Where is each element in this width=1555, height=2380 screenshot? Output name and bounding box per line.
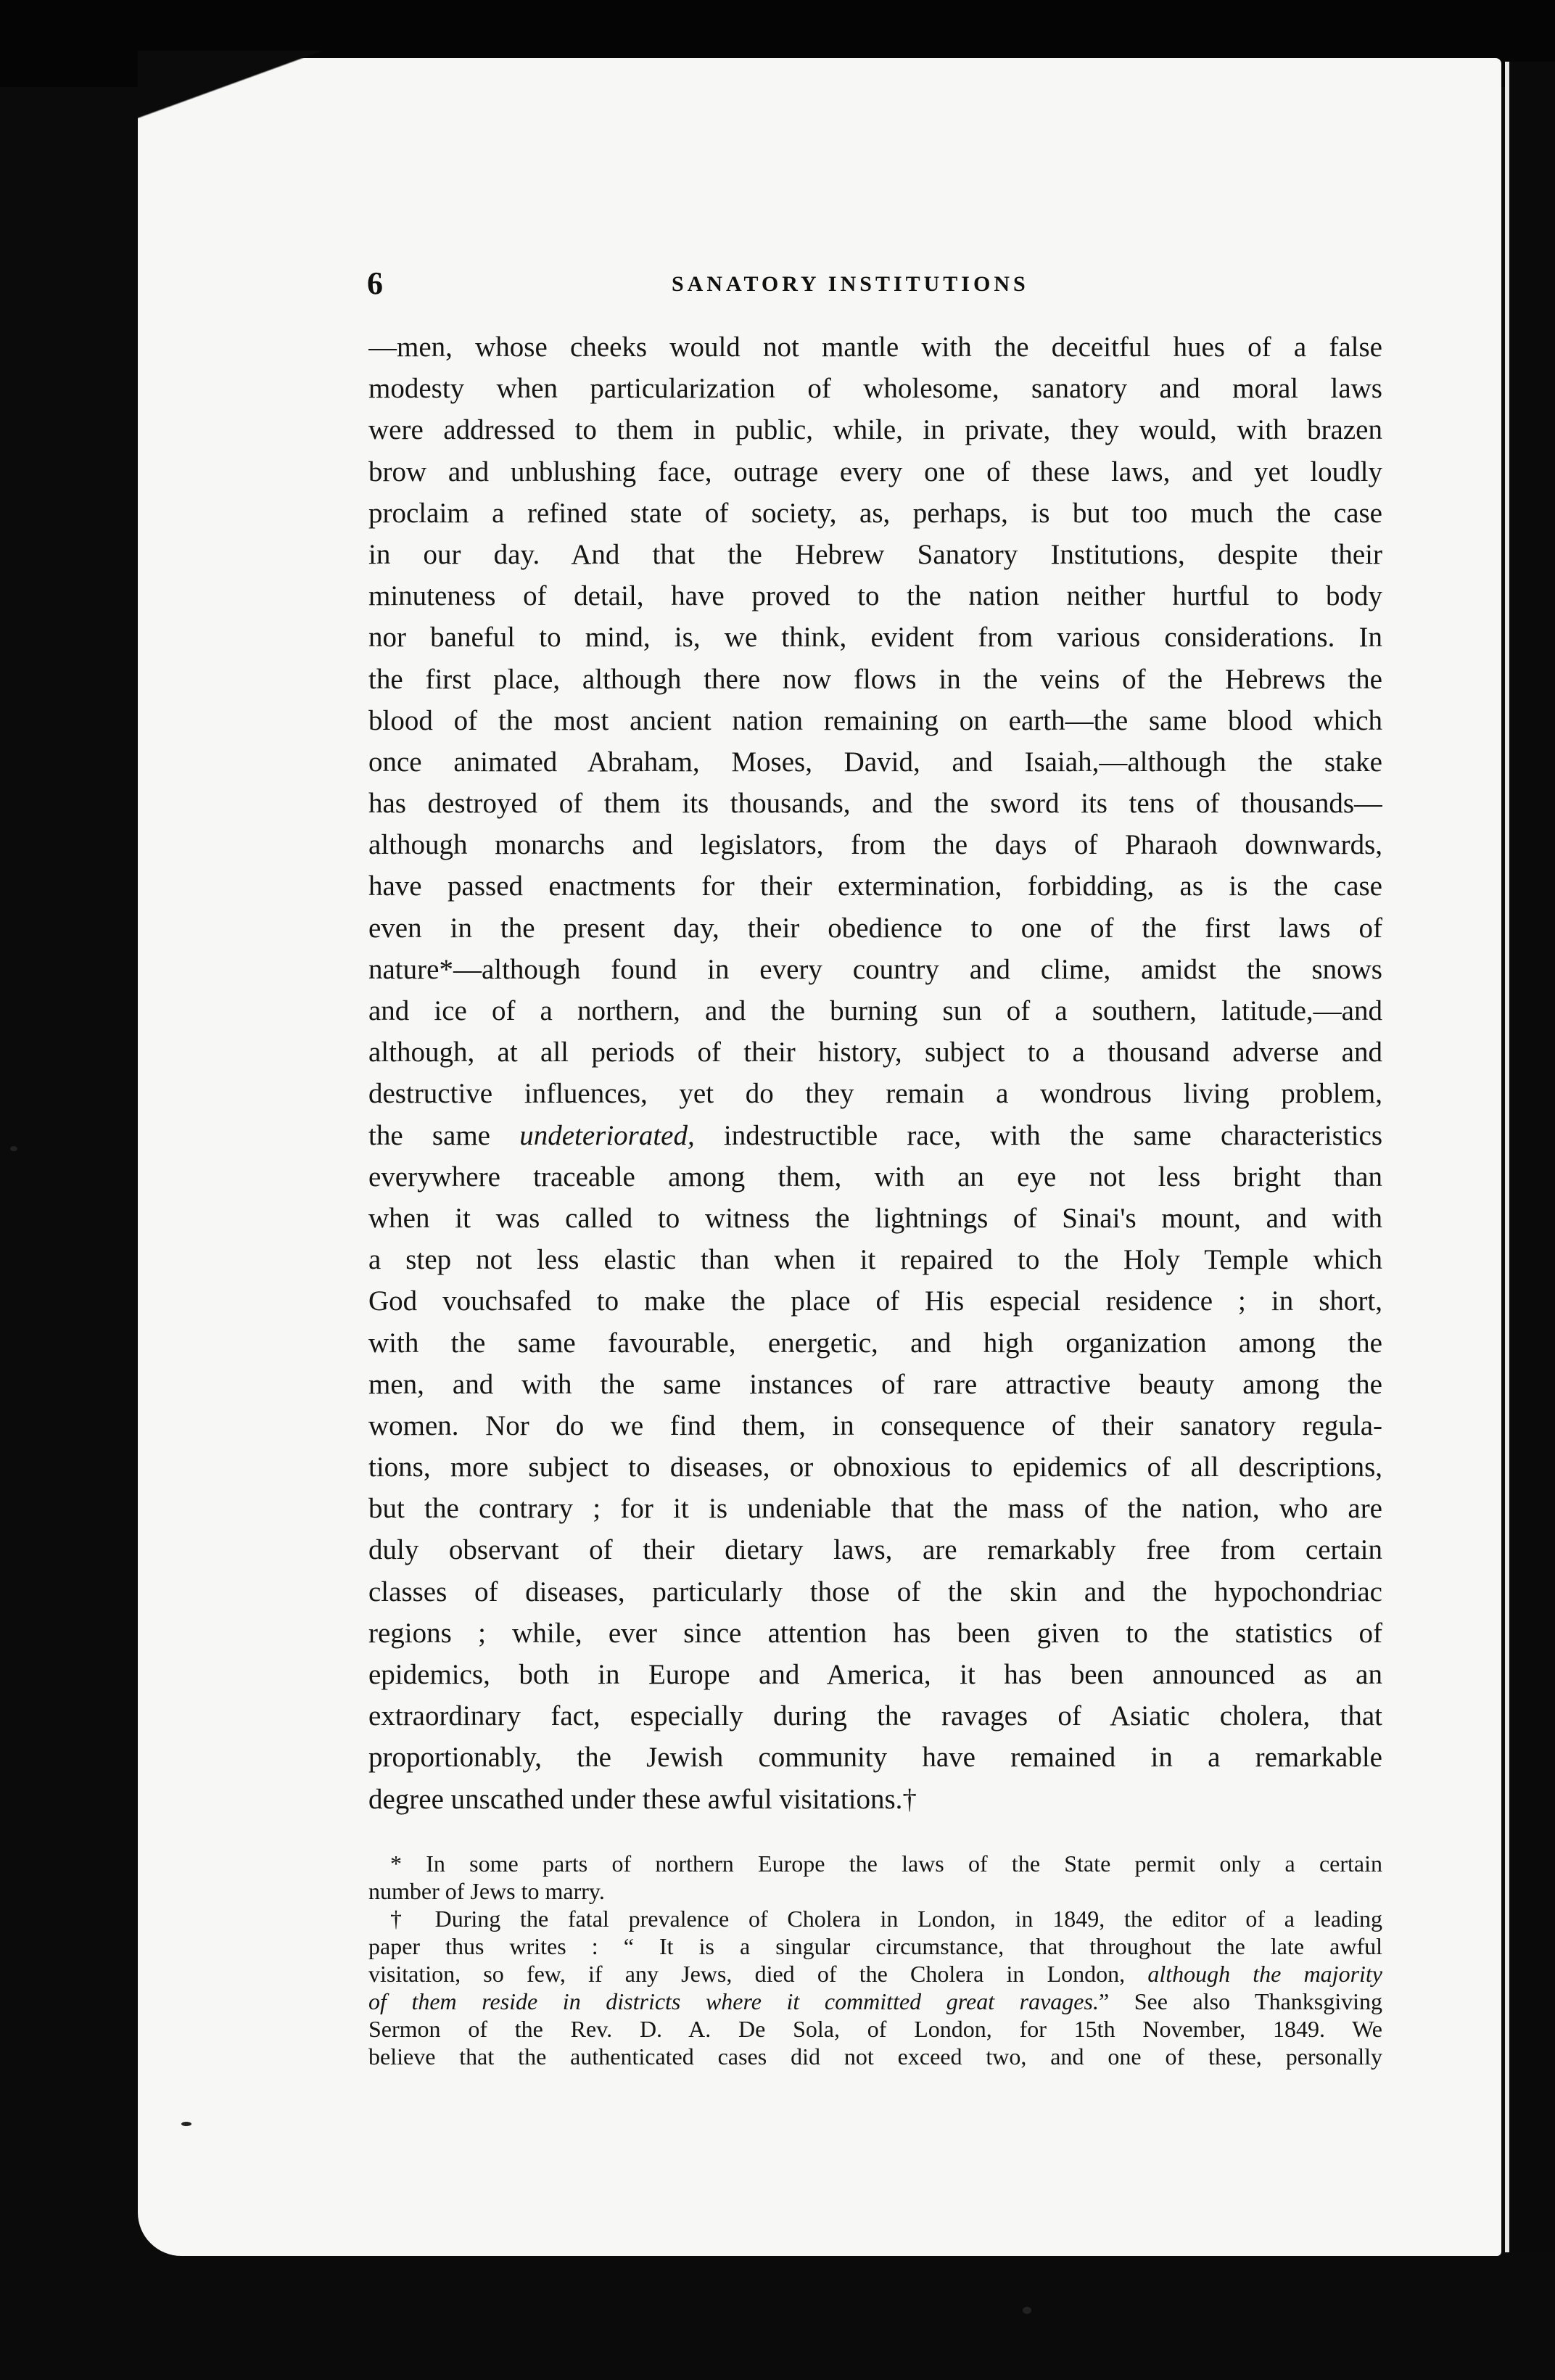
text-line: in our day. And that the Hebrew Sanatory Institutions, despite their xyxy=(368,538,1382,570)
dust-speck xyxy=(181,2122,191,2126)
footnote-line: believe that the authenticated cases did not exceed two, and one of these, personally xyxy=(368,2043,1382,2070)
footnote-line: * In some parts of northern Europe the laws of the State permit only a certain xyxy=(390,1850,1382,1877)
text-line: proportionably, the Jewish community have remained in a remarkable xyxy=(368,1742,1382,1774)
running-head: SANATORY INSTITUTIONS xyxy=(672,272,1029,296)
text-line: modesty when particularization of wholesome, sanatory and moral laws xyxy=(368,373,1382,405)
text-line: with the same favourable, energetic, and high organization among the xyxy=(368,1327,1382,1359)
text-segment: visitation, so few, if any Jews, died of the Cholera in London, xyxy=(368,1961,1126,1987)
text-line: regions ; while, ever since attention has been given to the statistics of xyxy=(368,1617,1382,1649)
text-line: nor baneful to mind, is, we think, evident from various considerations. In xyxy=(368,622,1382,654)
body-text xyxy=(368,326,1382,1820)
text-line: men, and with the same instances of rare attractive beauty among the xyxy=(368,1368,1382,1400)
text-line: everywhere traceable among them, with an eye not less bright than xyxy=(368,1161,1382,1193)
text-segment: indestructible race, with the same characteristics xyxy=(694,1119,1382,1151)
text-line: tions, more subject to diseases, or obnoxious to epidemics of all descriptions, xyxy=(368,1452,1382,1483)
footnotes xyxy=(368,1850,1382,2070)
footnote-line: † During the fatal prevalence of Cholera in London, in 1849, the editor of a leading xyxy=(390,1906,1382,1932)
text-line: were addressed to them in public, while, in private, they would, with brazen xyxy=(368,414,1382,446)
text-line: although, at all periods of their history, subject to a thousand adverse and xyxy=(368,1037,1382,1068)
text-line: even in the present day, their obedience to one of the first laws of xyxy=(368,912,1382,944)
text-line: extraordinary fact, especially during the ravages of Asiatic cholera, that xyxy=(368,1700,1382,1732)
page-number: 6 xyxy=(367,265,383,301)
adjacent-page-edge xyxy=(1505,62,1555,2252)
text-line: once animated Abraham, Moses, David, and Isaiah,—although the stake xyxy=(368,746,1382,778)
text-line: proclaim a refined state of society, as, perhaps, is but too much the case xyxy=(368,497,1382,529)
text-line: the first place, although there now flows in the veins of the Hebrews the xyxy=(368,663,1382,695)
italic-segment: of them reside in districts where it committed great ravages. xyxy=(368,1988,1099,2014)
footnote-line-mixed xyxy=(368,1988,1382,2015)
text-line: epidemics, both in Europe and America, it has been announced as an xyxy=(368,1659,1382,1690)
text-line-mixed xyxy=(368,1115,1382,1156)
footnote-line: number of Jews to marry. xyxy=(368,1878,605,1904)
text-line: blood of the most ancient nation remaining on earth—the same blood which xyxy=(368,704,1382,736)
text-line: although monarchs and legislators, from the days of Pharaoh downwards, xyxy=(368,829,1382,861)
footnote-line: paper thus writes : “ It is a singular circumstance, that throughout the late awful xyxy=(368,1933,1382,1959)
text-line: God vouchsafed to make the place of His especial residence ; in short, xyxy=(368,1285,1382,1317)
page-header xyxy=(367,265,1382,308)
italic-segment: although the majority xyxy=(1125,1961,1382,1987)
text-line: classes of diseases, particularly those of the skin and the hypochondriac xyxy=(368,1576,1382,1607)
text-segment: the same xyxy=(368,1119,490,1151)
text-line: brow and unblushing face, outrage every one of these laws, and yet loudly xyxy=(368,456,1382,487)
text-line: when it was called to witness the lightnings of Sinai's mount, and with xyxy=(368,1202,1382,1234)
dust-speck xyxy=(10,1146,17,1151)
text-line: duly observant of their dietary laws, are remarkably free from certain xyxy=(368,1534,1382,1566)
text-line: but the contrary ; for it is undeniable that the mass of the nation, who are xyxy=(368,1493,1382,1525)
text-line: a step not less elastic than when it repaired to the Holy Temple which xyxy=(368,1244,1382,1276)
torn-page-corner xyxy=(138,51,355,138)
text-segment: ” See also Thanksgiving xyxy=(1098,1988,1382,2014)
text-line: nature*—although found in every country and clime, amidst the snows xyxy=(368,953,1382,985)
text-line: has destroyed of them its thousands, and the sword its tens of thousands— xyxy=(368,788,1382,820)
italic-word: undeteriorated, xyxy=(519,1119,695,1151)
text-line: have passed enactments for their extermination, forbidding, as is the case xyxy=(368,870,1382,902)
footnote-line-mixed xyxy=(368,1960,1382,1988)
text-line: degree unscathed under these awful visitations.† xyxy=(368,1783,917,1815)
text-line: women. Nor do we find them, in consequence of their sanatory regula- xyxy=(368,1409,1382,1441)
text-line: minuteness of detail, have proved to the nation neither hurtful to body xyxy=(368,580,1382,612)
text-line: and ice of a northern, and the burning sun of a southern, latitude,—and xyxy=(368,995,1382,1026)
text-line: destructive influences, yet do they remain a wondrous living problem, xyxy=(368,1078,1382,1110)
dust-speck xyxy=(1023,2307,1031,2314)
footnote-line: Sermon of the Rev. D. A. De Sola, of London, for 15th November, 1849. We xyxy=(368,2016,1382,2042)
text-line: —men, whose cheeks would not mantle with the deceitful hues of a false xyxy=(368,332,1382,363)
